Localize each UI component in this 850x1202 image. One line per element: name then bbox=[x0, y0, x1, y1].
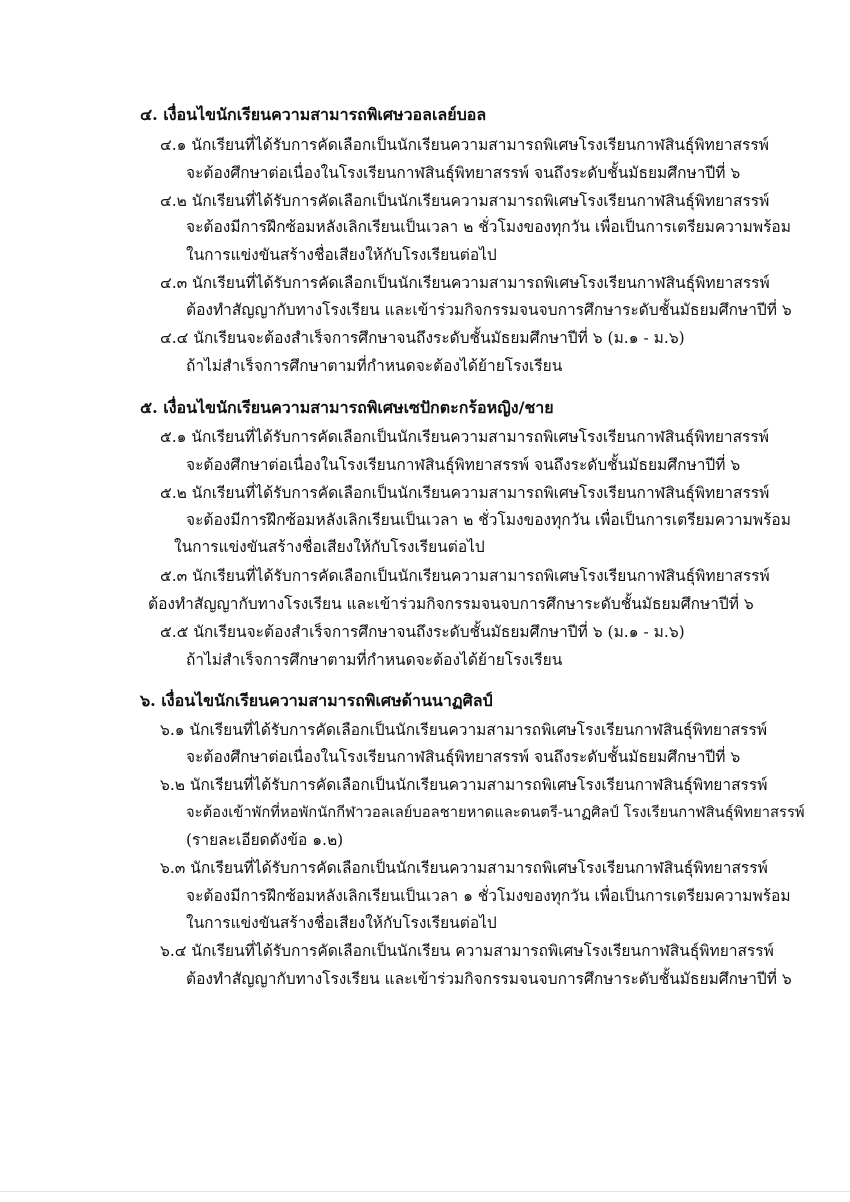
clause-5-3-cont: ต้องทำสัญญากับทางโรงเรียน และเข้าร่วมกิจกรรมจนจบการศึกษาระดับชั้นมัธยมศึกษาปีที่ ๖ bbox=[148, 595, 754, 613]
clause-5-1-cont: จะต้องศึกษาต่อเนื่องในโรงเรียนกาฬสินธุ์พิทยาสรรพ์ จนถึงระดับชั้นมัธยมศึกษาปีที่ ๖ bbox=[186, 456, 741, 474]
section-4-heading: ๔. เงื่อนไขนักเรียนความสามารถพิเศษวอลเลย์บอล bbox=[140, 105, 487, 124]
clause-4-3-cont: ต้องทำสัญญากับทางโรงเรียน และเข้าร่วมกิจกรรมจนจบการศึกษาระดับชั้นมัธยมศึกษาปีที่ ๖ bbox=[186, 301, 792, 319]
clause-6-2-cont2: (รายละเอียดดังข้อ ๑.๒) bbox=[186, 831, 344, 849]
clause-6-2: ๖.๒ นักเรียนที่ได้รับการคัดเลือกเป็นนักเรียนความสามารถพิเศษโรงเรียนกาฬสินธุ์พิทยาสรรพ์ bbox=[160, 776, 768, 794]
clause-5-5-cont: ถ้าไม่สำเร็จการศึกษาตามที่กำหนดจะต้องได้ย้ายโรงเรียน bbox=[186, 651, 563, 669]
clause-5-2-cont2: ในการแข่งขันสร้างชื่อเสียงให้กับโรงเรียนต่อไป bbox=[174, 538, 485, 556]
clause-4-2-cont2: ในการแข่งขันสร้างชื่อเสียงให้กับโรงเรียนต่อไป bbox=[186, 246, 497, 264]
clause-4-3: ๔.๓ นักเรียนที่ได้รับการคัดเลือกเป็นนักเรียนความสามารถพิเศษโรงเรียนกาฬสินธุ์พิทยาสรรพ์ bbox=[160, 274, 770, 292]
clause-6-1-cont: จะต้องศึกษาต่อเนื่องในโรงเรียนกาฬสินธุ์พิทยาสรรพ์ จนถึงระดับชั้นมัธยมศึกษาปีที่ ๖ bbox=[186, 748, 741, 766]
clause-6-3: ๖.๓ นักเรียนที่ได้รับการคัดเลือกเป็นนักเรียนความสามารถพิเศษโรงเรียนกาฬสินธุ์พิทยาสรรพ์ bbox=[160, 859, 768, 877]
clause-5-3: ๕.๓ นักเรียนที่ได้รับการคัดเลือกเป็นนักเรียนความสามารถพิเศษโรงเรียนกาฬสินธุ์พิทยาสรรพ์ bbox=[160, 567, 770, 585]
clause-4-2: ๔.๒ นักเรียนที่ได้รับการคัดเลือกเป็นนักเรียนความสามารถพิเศษโรงเรียนกาฬสินธุ์พิทยาสรรพ์ bbox=[160, 192, 770, 210]
clause-5-2: ๕.๒ นักเรียนที่ได้รับการคัดเลือกเป็นนักเรียนความสามารถพิเศษโรงเรียนกาฬสินธุ์พิทยาสรรพ์ bbox=[160, 484, 770, 502]
section-6-heading: ๖. เงื่อนไขนักเรียนความสามารถพิเศษด้านนาฏศิลป์ bbox=[140, 691, 493, 710]
clause-6-3-cont2: ในการแข่งขันสร้างชื่อเสียงให้กับโรงเรียนต่อไป bbox=[186, 914, 497, 932]
clause-4-1-cont: จะต้องศึกษาต่อเนื่องในโรงเรียนกาฬสินธุ์พิทยาสรรพ์ จนถึงระดับชั้นมัธยมศึกษาปีที่ ๖ bbox=[186, 164, 741, 182]
clause-6-4: ๖.๔ นักเรียนที่ได้รับการคัดเลือกเป็นนักเรียน ความสามารถพิเศษโรงเรียนกาฬสินธุ์พิทยาสรรพ์ bbox=[160, 942, 774, 960]
clause-4-1: ๔.๑ นักเรียนที่ได้รับการคัดเลือกเป็นนักเรียนความสามารถพิเศษโรงเรียนกาฬสินธุ์พิทยาสรรพ์ bbox=[160, 136, 769, 154]
clause-5-1: ๕.๑ นักเรียนที่ได้รับการคัดเลือกเป็นนักเรียนความสามารถพิเศษโรงเรียนกาฬสินธุ์พิทยาสรรพ์ bbox=[160, 428, 769, 446]
clause-4-4: ๔.๔ นักเรียนจะต้องสำเร็จการศึกษาจนถึงระดับชั้นมัธยมศึกษาปีที่ ๖ (ม.๑ - ม.๖) bbox=[160, 329, 685, 347]
section-5-heading: ๕. เงื่อนไขนักเรียนความสามารถพิเศษเซปักตะกร้อหญิง/ชาย bbox=[140, 398, 554, 417]
clause-6-4-cont: ต้องทำสัญญากับทางโรงเรียน และเข้าร่วมกิจกรรมจนจบการศึกษาระดับชั้นมัธยมศึกษาปีที่ ๖ bbox=[186, 970, 792, 988]
clause-4-2-cont: จะต้องมีการฝึกซ้อมหลังเลิกเรียนเป็นเวลา ๒ ชั่วโมงของทุกวัน เพื่อเป็นการเตรียมความพร้อม bbox=[186, 218, 791, 236]
scan-edge-divider bbox=[0, 1191, 850, 1192]
clause-6-3-cont: จะต้องมีการฝึกซ้อมหลังเลิกเรียนเป็นเวลา ๑ ชั่วโมงของทุกวัน เพื่อเป็นการเตรียมความพร้อม bbox=[186, 887, 791, 905]
clause-5-2-cont: จะต้องมีการฝึกซ้อมหลังเลิกเรียนเป็นเวลา ๒ ชั่วโมงของทุกวัน เพื่อเป็นการเตรียมความพร้อม bbox=[186, 511, 791, 529]
clause-5-5: ๕.๕ นักเรียนจะต้องสำเร็จการศึกษาจนถึงระดับชั้นมัธยมศึกษาปีที่ ๖ (ม.๑ - ม.๖) bbox=[160, 623, 685, 641]
clause-4-4-cont: ถ้าไม่สำเร็จการศึกษาตามที่กำหนดจะต้องได้ย้ายโรงเรียน bbox=[186, 357, 563, 375]
clause-6-1: ๖.๑ นักเรียนที่ได้รับการคัดเลือกเป็นนักเรียนความสามารถพิเศษโรงเรียนกาฬสินธุ์พิทยาสรรพ์ bbox=[160, 721, 768, 739]
clause-6-2-cont: จะต้องเข้าพักที่หอพักนักกีฬาวอลเลย์บอลชายหาดและดนตรี-นาฏศิลป์ โรงเรียนกาฬสินธุ์พิทยาสรรพ์ bbox=[186, 804, 805, 821]
